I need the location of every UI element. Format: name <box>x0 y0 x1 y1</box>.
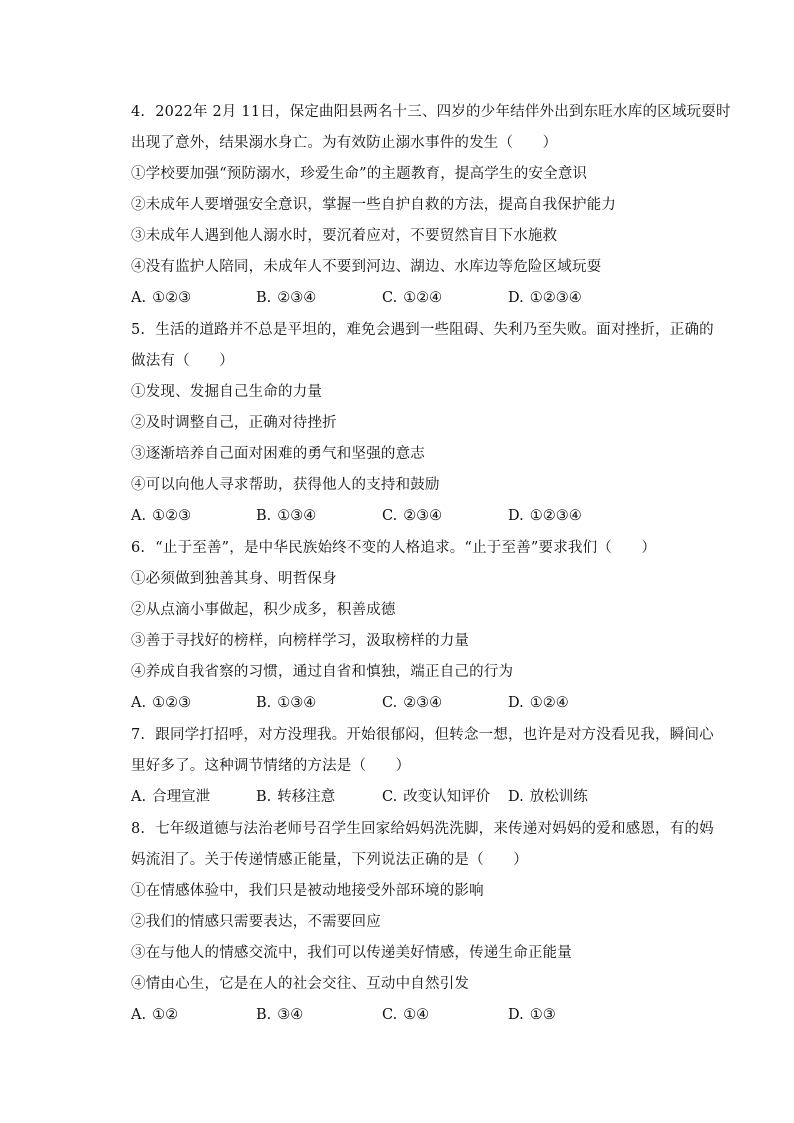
question-stem-line: 5. 生活的道路并不总是平坦的，难免会遇到一些阻碍、失利乃至失败。面对挫折，正确的 <box>131 315 701 346</box>
statement: ③善于寻找好的榜样，向榜样学习，汲取榜样的力量 <box>131 633 470 649</box>
statement: ①必须做到独善其身、明哲保身 <box>131 571 337 587</box>
question-4 <box>131 97 731 314</box>
option-d[interactable]: D. ①②③④ <box>508 508 582 524</box>
question-stem-line: 里好多了。这种调节情绪的方法是（ ） <box>131 758 411 774</box>
options-row <box>131 283 701 314</box>
option-c[interactable]: C. 改变认知评价 <box>382 789 491 805</box>
statement: ④可以向他人寻求帮助，获得他人的支持和鼓励 <box>131 477 440 493</box>
option-b[interactable]: B. ②③④ <box>256 290 317 306</box>
question-stem-line: 8. 七年级道德与法治老师号召学生回家给妈妈洗洗脚，来传递对妈妈的爱和感恩，有的妈 <box>131 814 701 845</box>
question-number: 8. <box>131 821 146 837</box>
statement: ③逐渐培养自己面对困难的勇气和坚强的意志 <box>131 446 425 462</box>
question-8 <box>131 814 714 1031</box>
statement: ①在情感体验中，我们只是被动地接受外部环境的影响 <box>131 883 484 899</box>
option-d[interactable]: D. ①②③④ <box>508 290 582 306</box>
statement: ②从点滴小事做起，积少成多，积善成德 <box>131 602 396 618</box>
option-b[interactable]: B. 转移注意 <box>256 789 336 805</box>
statement: ④情由心生，它是在人的社会交往、互动中自然引发 <box>131 976 470 992</box>
option-b[interactable]: B. ③④ <box>256 1007 304 1023</box>
options-row <box>131 1000 701 1031</box>
options-row <box>131 782 701 813</box>
option-c[interactable]: C. ②③④ <box>382 695 443 711</box>
question-6 <box>131 533 701 719</box>
statement: ①发现、发掘自己生命的力量 <box>131 384 323 400</box>
option-a[interactable]: A. ①②③ <box>131 508 192 524</box>
option-b[interactable]: B. ①③④ <box>256 695 317 711</box>
statement: ①学校要加强“预防溺水，珍爱生命”的主题教育，提高学生的安全意识 <box>131 166 588 182</box>
statement: ④没有监护人陪同，未成年人不要到河边、湖边、水库边等危险区域玩耍 <box>131 259 602 275</box>
statement: ②我们的情感只需要表达，不需要回应 <box>131 914 381 930</box>
question-stem-line: 妈流泪了。关于传递情感正能量，下列说法正确的是（ ） <box>131 852 528 868</box>
statement: ③未成年人遇到他人溺水时，要沉着应对，不要贸然盲目下水施救 <box>131 228 558 244</box>
question-7 <box>131 720 714 813</box>
option-b[interactable]: B. ①③④ <box>256 508 317 524</box>
options-row <box>131 501 701 532</box>
question-stem-line: 4. 2022年 2月 11日，保定曲阳县两名十三、四岁的少年结伴外出到东旺水库的区域玩耍时 <box>131 97 701 128</box>
statement: ③在与他人的情感交流中，我们可以传递美好情感，传递生命正能量 <box>131 945 572 961</box>
option-c[interactable]: C. ②③④ <box>382 508 443 524</box>
option-c[interactable]: C. ①②④ <box>382 290 443 306</box>
question-number: 6. <box>131 540 146 556</box>
statement: ④养成自我省察的习惯，通过自省和慎独，端正自己的行为 <box>131 664 514 680</box>
option-d[interactable]: D. ①③ <box>508 1007 556 1023</box>
option-a[interactable]: A. 合理宣泄 <box>131 789 211 805</box>
question-number: 4. <box>131 104 146 120</box>
options-row <box>131 688 701 719</box>
question-stem-line: 出现了意外，结果溺水身亡。为有效防止溺水事件的发生（ ） <box>131 135 558 151</box>
option-a[interactable]: A. ①②③ <box>131 290 192 306</box>
question-stem-line: 7. 跟同学打招呼，对方没理我。开始很郁闷，但转念一想，也许是对方没看见我，瞬间心 <box>131 720 701 751</box>
option-a[interactable]: A. ①② <box>131 1007 179 1023</box>
question-stem-line: 6. “止于至善”，是中华民族始终不变的人格追求。“止于至善”要求我们（ ） <box>131 533 701 564</box>
option-d[interactable]: D. ①②④ <box>508 695 569 711</box>
question-stem-line: 做法有（ ） <box>131 353 234 369</box>
option-c[interactable]: C. ①④ <box>382 1007 430 1023</box>
question-number: 7. <box>131 727 146 743</box>
option-a[interactable]: A. ①②③ <box>131 695 192 711</box>
option-d[interactable]: D. 放松训练 <box>508 789 588 805</box>
statement: ②及时调整自己，正确对待挫折 <box>131 415 337 431</box>
question-5 <box>131 315 714 532</box>
statement: ②未成年人要增强安全意识，掌握一些自护自救的方法，提高自我保护能力 <box>131 197 617 213</box>
question-number: 5. <box>131 322 146 338</box>
